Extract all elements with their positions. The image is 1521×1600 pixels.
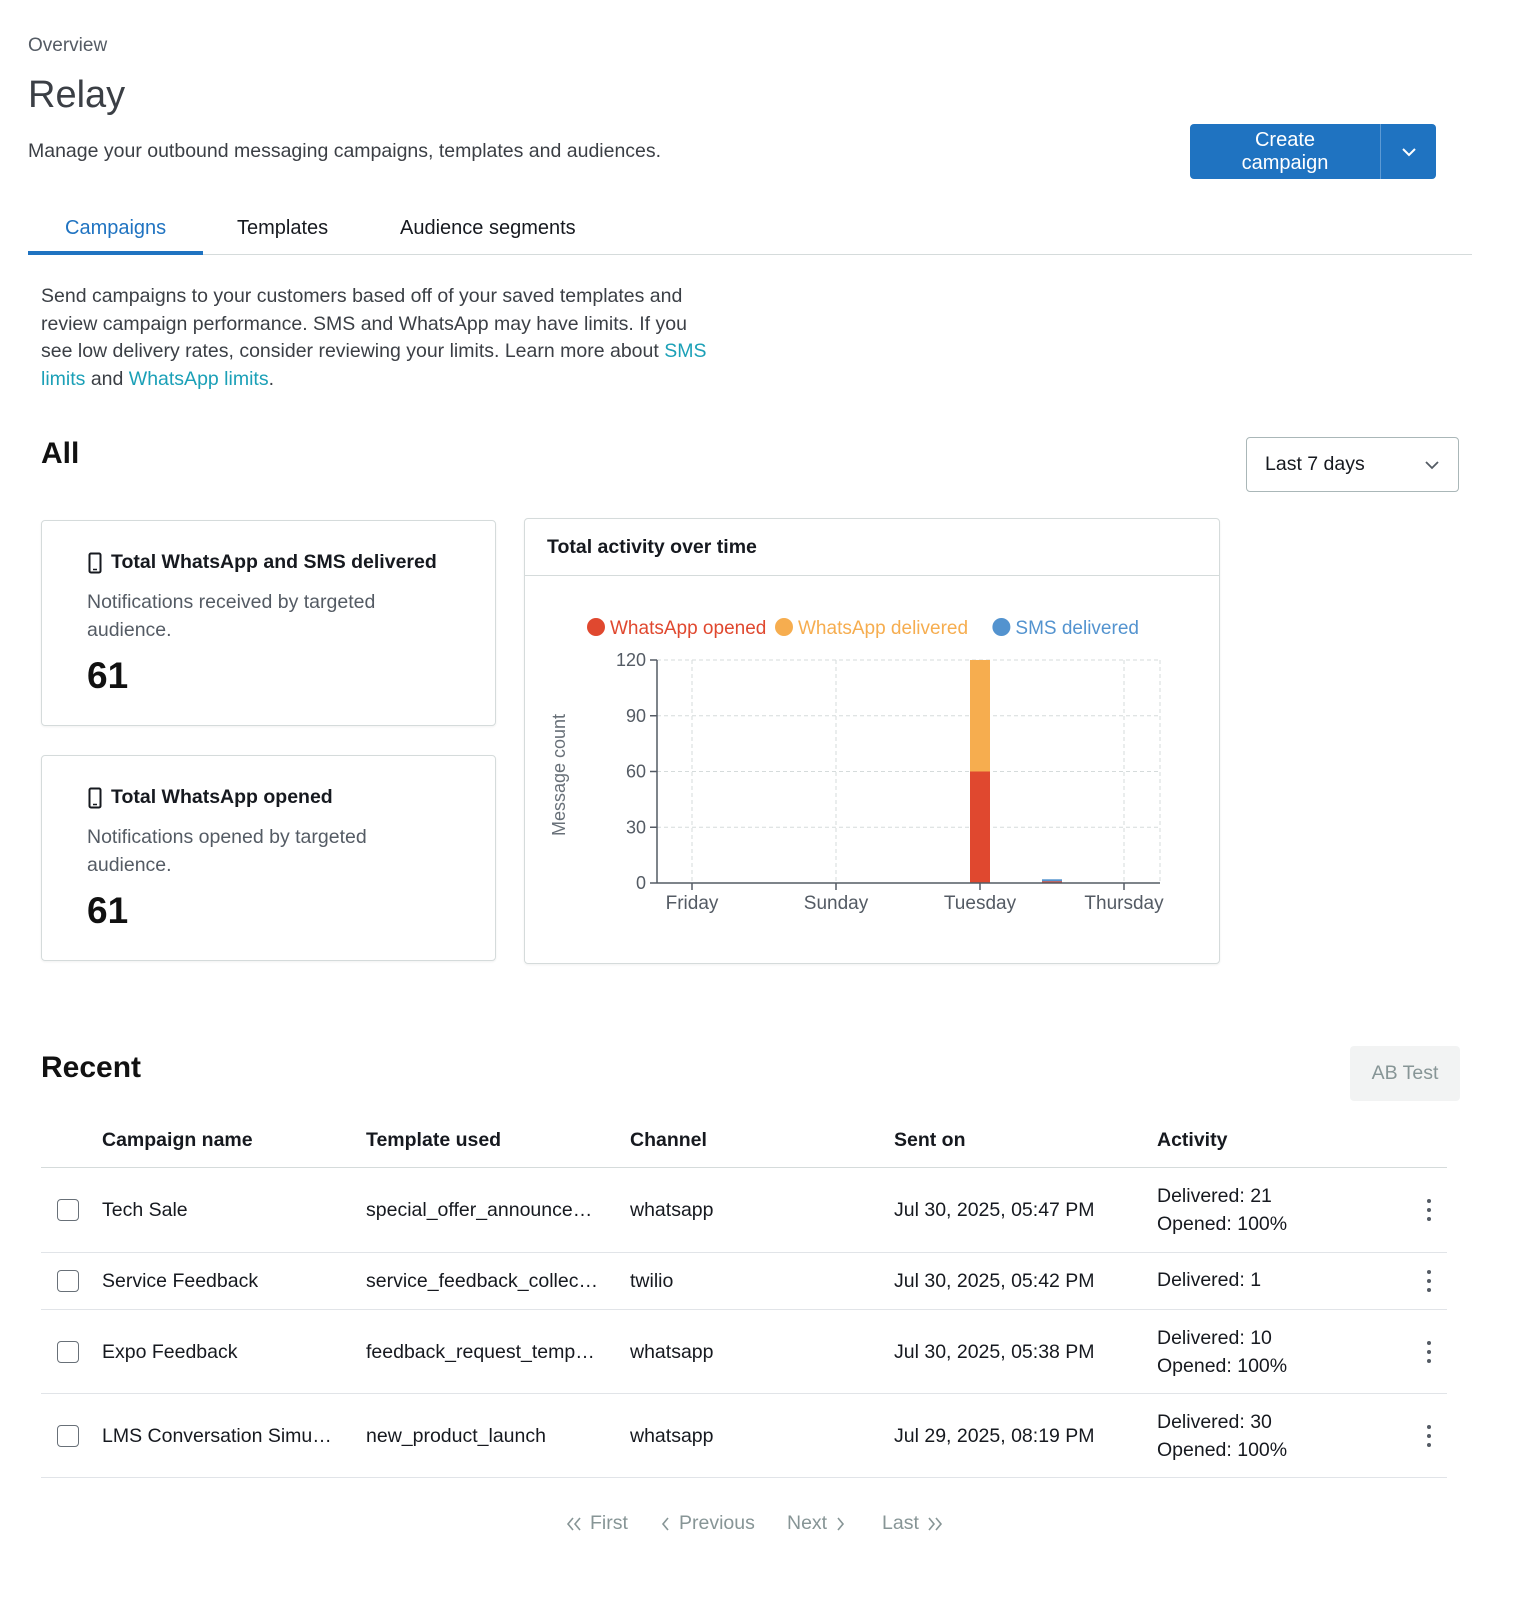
- smartphone-icon: [88, 552, 102, 574]
- legend-swatch: [587, 618, 605, 636]
- legend-entry: WhatsApp opened: [610, 618, 767, 639]
- pagination-previous-label: Previous: [679, 1512, 755, 1534]
- smartphone-icon: [88, 787, 102, 809]
- stat-card-header: [88, 786, 333, 809]
- activity: [1157, 1183, 1287, 1238]
- x-tick-label: Tuesday: [943, 893, 1017, 914]
- activity: [1157, 1325, 1287, 1380]
- column-header-activity[interactable]: Activity: [1157, 1129, 1228, 1151]
- row-actions-menu-icon[interactable]: [1421, 1338, 1437, 1366]
- sent-on: Jul 29, 2025, 08:19 PM: [894, 1425, 1095, 1447]
- stat-card-description: Notifications opened by targeted audience.: [87, 826, 367, 876]
- row-checkbox[interactable]: [57, 1425, 79, 1447]
- x-tick-label: Thursday: [1084, 893, 1164, 914]
- chevron-down-icon: [1424, 460, 1440, 470]
- column-header-sent-on[interactable]: Sent on: [894, 1129, 966, 1151]
- activity-delivered: Delivered: 21: [1157, 1185, 1272, 1207]
- activity-chart: [525, 577, 1219, 963]
- stat-card-title: Total WhatsApp and SMS delivered: [111, 551, 437, 573]
- chart-card-title: Total activity over time: [525, 519, 1219, 576]
- pagination-first-label: First: [590, 1512, 628, 1534]
- channel: twilio: [630, 1270, 674, 1292]
- bar-segment: [970, 772, 990, 884]
- row-actions-menu-icon[interactable]: [1421, 1267, 1437, 1295]
- pagination-previous[interactable]: [661, 1512, 755, 1535]
- channel: whatsapp: [630, 1199, 714, 1221]
- activity: [1157, 1409, 1287, 1464]
- activity-opened: Opened: 100%: [1157, 1438, 1288, 1461]
- activity-delivered: Delivered: 10: [1157, 1327, 1272, 1349]
- stat-card-header: [88, 551, 437, 574]
- tab-audience-segments[interactable]: Audience segments: [400, 217, 576, 239]
- y-tick-label: 0: [635, 873, 646, 893]
- legend-swatch: [992, 618, 1010, 636]
- table-row[interactable]: [41, 1253, 1447, 1310]
- legend-entry: WhatsApp delivered: [798, 618, 969, 639]
- activity: [1157, 1267, 1261, 1295]
- row-actions-menu-icon[interactable]: [1421, 1196, 1437, 1224]
- sent-on: Jul 30, 2025, 05:38 PM: [894, 1341, 1095, 1363]
- pagination-next-label: Next: [787, 1512, 828, 1534]
- campaign-name[interactable]: Tech Sale: [102, 1199, 188, 1221]
- tab-templates[interactable]: Templates: [237, 217, 329, 239]
- bar-segment: [970, 660, 990, 772]
- legend-entry: SMS delivered: [1015, 618, 1139, 639]
- chevron-left-icon: [661, 1517, 671, 1531]
- template-used: service_feedback_collec…: [366, 1270, 598, 1292]
- campaigns-table: [41, 1110, 1447, 1478]
- activity-chart-card: [524, 518, 1220, 964]
- create-campaign-button[interactable]: Create campaign: [1190, 124, 1380, 179]
- stat-card-title: Total WhatsApp opened: [111, 786, 333, 808]
- row-checkbox[interactable]: [57, 1199, 79, 1221]
- date-range-select[interactable]: [1246, 437, 1459, 492]
- pagination: [0, 1512, 1521, 1542]
- channel: whatsapp: [630, 1341, 714, 1363]
- row-checkbox[interactable]: [57, 1341, 79, 1363]
- activity-opened: Opened: 100%: [1157, 1354, 1288, 1377]
- y-tick-label: 30: [625, 817, 646, 838]
- x-tick-label: Sunday: [803, 893, 869, 914]
- x-tick-label: Friday: [665, 893, 719, 914]
- table-row[interactable]: [41, 1310, 1447, 1394]
- campaign-name[interactable]: Service Feedback: [102, 1270, 259, 1292]
- legend-swatch: [775, 618, 793, 636]
- stat-card-description: Notifications received by targeted audience.: [87, 591, 376, 641]
- page-description: Manage your outbound messaging campaigns, templates and audiences.: [28, 140, 662, 162]
- double-chevron-left-icon: [566, 1517, 582, 1531]
- stat-card-opened: [41, 755, 496, 961]
- stat-card-delivered: [41, 520, 496, 726]
- y-tick-label: 120: [615, 650, 646, 670]
- table-row[interactable]: [41, 1168, 1447, 1253]
- pagination-last[interactable]: [882, 1512, 943, 1535]
- activity-opened: Opened: 100%: [1157, 1212, 1288, 1235]
- pagination-next[interactable]: [787, 1512, 845, 1535]
- campaign-name[interactable]: LMS Conversation Simu…: [102, 1425, 332, 1447]
- column-header-template-used[interactable]: Template used: [366, 1129, 502, 1151]
- sent-on: Jul 30, 2025, 05:47 PM: [894, 1199, 1095, 1221]
- row-checkbox[interactable]: [57, 1270, 79, 1292]
- tab-bar: [28, 205, 1472, 255]
- y-axis-label: Message count: [549, 713, 569, 837]
- create-campaign-button-group: [1190, 124, 1436, 179]
- sms-limits-link[interactable]: SMS limits: [41, 340, 707, 390]
- recent-section-title: Recent: [41, 1051, 142, 1084]
- create-campaign-dropdown-button[interactable]: [1380, 124, 1436, 179]
- double-chevron-right-icon: [927, 1517, 943, 1531]
- intro-text-start: Send campaigns to your customers based off of your saved templates and review campaign performance. SMS and WhatsApp may have limits. If you see low delivery rates, consider reviewing your limits. Learn more about: [41, 285, 687, 362]
- activity-delivered: Delivered: 30: [1157, 1411, 1272, 1433]
- template-used: special_offer_announce…: [366, 1199, 593, 1221]
- pagination-first[interactable]: [566, 1512, 628, 1535]
- y-tick-label: 60: [625, 761, 646, 782]
- table-row[interactable]: [41, 1394, 1447, 1478]
- column-header-campaign-name[interactable]: Campaign name: [102, 1129, 253, 1151]
- chevron-right-icon: [835, 1517, 845, 1531]
- breadcrumb[interactable]: Overview: [28, 35, 108, 56]
- stat-card-value: 61: [87, 655, 129, 696]
- intro-text-between: and: [85, 367, 129, 390]
- campaign-name[interactable]: Expo Feedback: [102, 1341, 238, 1363]
- active-tab-indicator: [28, 251, 203, 255]
- row-actions-menu-icon[interactable]: [1421, 1422, 1437, 1450]
- bar-segment: [1042, 879, 1062, 881]
- template-used: feedback_request_temp…: [366, 1341, 595, 1363]
- all-section-title: All: [41, 437, 80, 470]
- whatsapp-limits-link[interactable]: WhatsApp limits: [128, 367, 269, 390]
- template-used: new_product_launch: [366, 1425, 546, 1447]
- stat-card-value: 61: [87, 890, 129, 931]
- date-range-value: Last 7 days: [1265, 453, 1365, 475]
- sent-on: Jul 30, 2025, 05:42 PM: [894, 1270, 1095, 1292]
- pagination-last-label: Last: [882, 1512, 919, 1534]
- intro-text-end: .: [268, 367, 275, 390]
- activity-delivered: Delivered: 1: [1157, 1269, 1262, 1291]
- page-title: Relay: [28, 74, 126, 116]
- channel: whatsapp: [630, 1425, 714, 1447]
- intro-text: [41, 283, 721, 393]
- column-header-channel[interactable]: Channel: [630, 1129, 707, 1151]
- table-header: [41, 1110, 1447, 1168]
- tab-campaigns[interactable]: Campaigns: [65, 217, 167, 239]
- chevron-down-icon: [1401, 147, 1417, 157]
- ab-test-button[interactable]: AB Test: [1350, 1046, 1460, 1101]
- y-tick-label: 90: [625, 705, 646, 726]
